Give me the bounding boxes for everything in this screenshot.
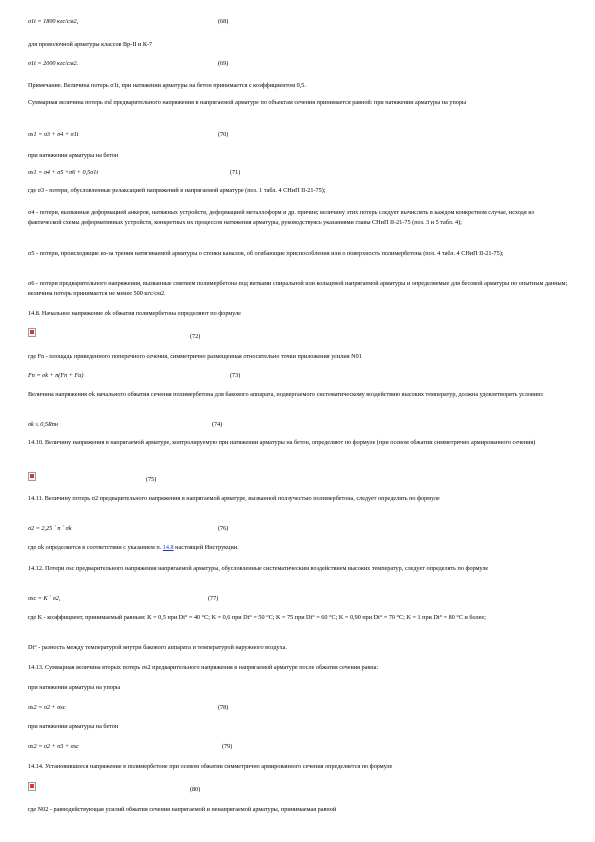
text-paragraph: σ4 - потери, вызванные деформацией анкеров, натяжных устройств, деформацией металлоформ и др. причин; величину этих потерь следует вычислять в каждом конкретном случае, исходя из фактической схемы деформативных устройств, конкретных их процессов натяжения арматуры, руководствуясь указаниями главы СНиП II-21-75 (поз. 3 и 5 табл. 4); — [28, 209, 534, 226]
broken-image-icon — [28, 328, 36, 337]
text-paragraph: σ6 - потери предварительного напряжения, вызванные смятием полимербетона под витками спиральной или кольцевой напрягаемой арматуры и определяемые для бесовой арматуры по опытным данным; величина потерь принимается не менее 500 кгс/см2. — [28, 280, 568, 297]
formula-number-79: (79) — [222, 743, 233, 750]
text-fragment: настоящей Инструкции. — [173, 544, 239, 551]
formula-69: σ1t = 2000 кгс/см2. — [28, 60, 79, 67]
formula-number-77: (77) — [208, 595, 219, 602]
formula-number-76: (76) — [218, 525, 229, 532]
section-14-11: 14.11. Величину потерь σ2 предварительного напряжения в напрягаемой арматуре, вызванной ползучестью полимербетона, следует определять по формуле — [28, 495, 440, 502]
broken-image-icon — [28, 472, 36, 481]
formula-number-68: (68) — [218, 18, 229, 25]
formula-79: σs2 = σ2 + σ3 + σsc — [28, 743, 79, 750]
text-line: для проволочной арматуры классов Вр-II и К-7 — [28, 41, 153, 48]
note-paragraph: Примечание. Величина потерь σ1t, при натяжении арматуры на бетон принимается с коэффициентом 0,5. — [28, 82, 306, 89]
formula-number-69: (69) — [218, 60, 229, 67]
broken-image-icon — [28, 782, 36, 791]
formula-70: σs1 = σ3 + σ4 + σ1t — [28, 131, 79, 138]
section-14-12: 14.12. Потери σsc предварительного напряжения напрягаемой арматуры, обусловленные систематическим воздействием высоких температур, следует определять по формуле — [28, 565, 489, 572]
text-paragraph: где K - коэффициент, принимаемый равным: K = 0,5 при Dt° = 40 °С; K = 0,6 при Dt° = 50 °С; K = 75 при Dt° = 60 °С; K = 0,90 при Dt° = 70 °С; K = 1 при Dt° = 80 °С и более; — [28, 614, 486, 621]
formula-77: σsc = K ´ σ2, — [28, 595, 61, 602]
formula-78: σs2 = σ2 + σsc — [28, 704, 66, 711]
formula-number-78: (78) — [218, 704, 229, 711]
section-14-14: 14.14. Установившееся напряжение в полимербетоне при осевом обжатии симметрично армированного сечения определяется по формуле — [28, 763, 393, 770]
section-link[interactable]: 14.8 — [162, 544, 174, 551]
section-14-10: 14.10. Величину напряжения в напрягаемой арматуре, контролируемую при натяжении арматуры на бетон, определяют по формуле (при осевом обжатии симметрично армированного сечения) — [28, 439, 536, 446]
section-14-8: 14.8. Начальное напряжение σk обжатия полимербетона определяют по формуле — [28, 310, 241, 317]
formula-number-73: (73) — [230, 372, 241, 379]
formula-number-72: (72) — [190, 333, 201, 340]
formula-number-70: (70) — [218, 131, 229, 138]
text-line: при натяжении арматуры на бетон — [28, 723, 119, 730]
text-line: где N02 - равнодействующая усилий обжатия сечения напрягаемой и ненапрягаемой арматуры, принимаемая равной — [28, 806, 337, 813]
text-paragraph: σ5 - потери, происходящие из-за трения натягиваемой арматуры о стенки каналов, об огибающие приспособления или о поверхность полимербетона (поз. 4 табл. 4 СНиП II-21-75); — [28, 250, 504, 257]
formula-number-74: (74) — [212, 421, 223, 428]
text-paragraph: где σ3 - потери, обусловленные релаксацией напряжений в напрягаемой арматуре (поз. 1 табл. 4 СНиП II-21-75); — [28, 187, 326, 194]
formula-71: σs1 = σ4 + σ5 +σ6 + 0,5σ1t — [28, 169, 99, 176]
text-line — [28, 543, 568, 553]
text-line: при натяжении арматуры на упоры — [28, 684, 121, 691]
formula-number-75: (75) — [146, 476, 157, 483]
formula-73: Fn = σk + n(Fn + Fa) — [28, 372, 84, 379]
text-paragraph: Величина напряжения σk начального обжатия сечения полимербетона для бакового аппарата, подвергаемого систематическому воздействию высоких температур, должна удовлетворять условию: — [28, 391, 544, 398]
text-line: при натяжении арматуры на бетон — [28, 152, 119, 159]
text-line: где Fn - площадь приведенного поперечного сечения, симметрично размещенная относительно точки приложения усилия N01 — [28, 353, 362, 360]
section-14-13: 14.13. Суммарная величина вторых потерь σs2 предварительного напряжения в напрягаемой арматуре после обжатия сечения равна: — [28, 664, 379, 671]
formula-68: σ1t = 1800 кгс/см2, — [28, 18, 79, 25]
text-paragraph: Суммарная величина потерь σsl предварительного напряжения в напрягаемой арматуре по объектам сечения принимается равной: при натяжении арматуры на упоры — [28, 99, 467, 106]
text-fragment: где σk определяется в соответствии с указанием п. — [28, 544, 163, 551]
text-line: Dt° - разность между температурой внутри бакового аппарата и температурой наружного воздуха. — [28, 644, 287, 651]
formula-74: σk ≤ 0,5Rпн — [28, 421, 58, 428]
formula-number-71: (71) — [230, 169, 241, 176]
formula-number-80: (80) — [190, 786, 201, 793]
formula-76: σ2 = 2,25 ´ n ´ σk — [28, 525, 72, 532]
